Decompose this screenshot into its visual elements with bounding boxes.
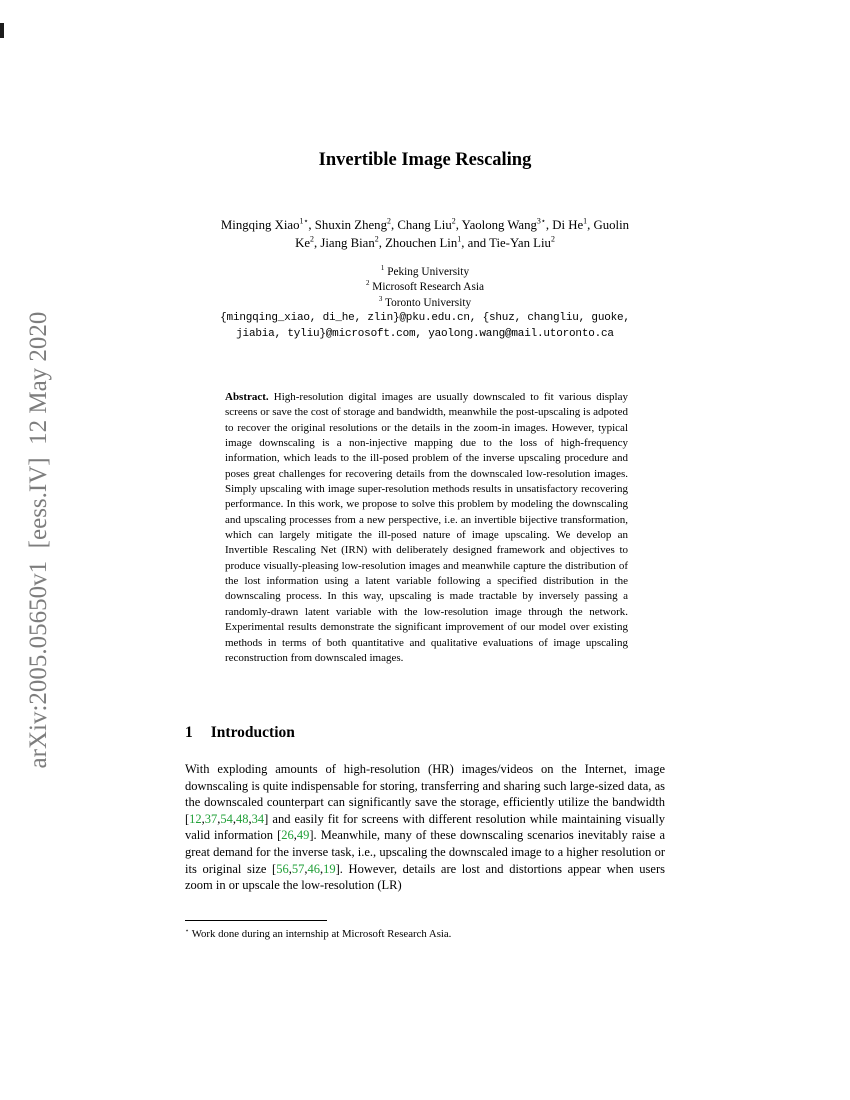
citation-link[interactable]: 12 xyxy=(189,811,202,826)
superscript: 2 xyxy=(310,234,314,244)
citation-link[interactable]: 46 xyxy=(307,861,320,876)
paper-content xyxy=(185,0,665,1100)
superscript: 2 xyxy=(386,216,391,226)
superscript: 3 xyxy=(378,295,383,304)
superscript: 2 xyxy=(550,234,555,244)
superscript: 1 xyxy=(380,264,385,273)
author-line: Mingqing Xiao$^{1⋆}$, Shuxin Zheng$^2$, Chang Liu$^2$, Yaolong Wang$^{3⋆}$, Di He$^1$, Guolin xyxy=(220,216,630,232)
superscript: 1 xyxy=(457,234,462,244)
paper-title: Invertible Image Rescaling xyxy=(318,150,532,170)
email-line: {mingqing_xiao, di_he, zlin}@pku.edu.cn, {shuz, changliu, guoke, xyxy=(220,312,630,324)
email-line: jiabia, tyliu}@microsoft.com, yaolong.wang@mail.utoronto.ca xyxy=(236,327,614,340)
citation-link[interactable]: 26 xyxy=(281,828,294,843)
affiliation-line: $^3$ Toronto University xyxy=(378,295,472,309)
section-number: 1 xyxy=(185,724,193,741)
citation-link[interactable]: 19 xyxy=(323,861,336,876)
email-block xyxy=(185,311,665,343)
arxiv-watermark: arXiv:2005.05650v1 [eess.IV] 12 May 2020 xyxy=(25,311,52,769)
superscript: ⋆ xyxy=(185,927,190,935)
superscript: 2 xyxy=(374,234,379,244)
citation-link[interactable]: 48 xyxy=(236,811,249,826)
intro-paragraph: With exploding amounts of high-resolution (HR) images/videos on the Internet, image downscaling is quite indispensable for storing, transferring and sharing such large-sized data, as the downscaled counterpart can significantly save the storage, efficiently utilize the bandwidth [12,37,54,48,34] and easily fit for screens with different resolution while maintaining visually valid information [26,49]. Meanwhile, many of these downscaling scenarios inevitably raise a great demand for the inverse task, i.e., upscaling the downscaled image to a higher resolution or its original size [56,57,46,19]. However, details are lost and distortions appear when users zoom in or upscale the low-resolution (LR) xyxy=(185,762,666,893)
citation-link[interactable]: 49 xyxy=(296,828,310,843)
citation-link[interactable]: 34 xyxy=(251,811,265,826)
superscript: 1⋆ xyxy=(299,216,309,226)
abstract: Abstract. High-resolution digital images are usually downscaled to fit various display screens or save the cost of storage and bandwidth, meanwhile the post-upscaling is adpoted to recover the original resolutions or the details in the zoom-in images. However, typical image downscaling is a non-injective mapping due to the loss of high-frequency information, which leads to the ill-posed problem of the inverse upscaling procedure and poses great challenges for recovering details from the downscaled low-resolution images. Simply upscaling with image super-resolution methods results in unsatisfactory recovering performance. In this work, we propose to solve this problem by modeling the downscaling and upscaling processes from a new perspective, i.e. an invertible bijective transformation, which can largely mitigate the ill-posed nature of image upscaling. We develop an Invertible Rescaling Net (IRN) with deliberately designed framework and objectives to produce visually-pleasing low-resolution images and meanwhile capture the distribution of the lost information using a latent variable following a specified distribution in the downscaling process. In this way, upscaling is made tractable by inversely passing a randomly-drawn latent variable with the low-resolution image through the network. Experimental results demonstrate the significant improvement of our model over existing methods in terms of both quantitative and qualitative evaluations of image upscaling reconstruction from downscaled images. xyxy=(225,391,628,664)
superscript: 2 xyxy=(365,279,370,288)
superscript: 2 xyxy=(451,216,456,226)
section-title: Introduction xyxy=(210,724,295,741)
author-list xyxy=(185,216,665,252)
affiliation-line: $^1$ Peking University xyxy=(380,264,470,278)
superscript: 1 xyxy=(583,216,588,226)
section-heading xyxy=(185,724,665,742)
scan-artifact xyxy=(0,23,4,38)
citation-link[interactable]: 37 xyxy=(204,811,218,826)
superscript: 3⋆ xyxy=(536,216,546,226)
citation-link[interactable]: 57 xyxy=(291,861,305,876)
citation-link[interactable]: 56 xyxy=(276,861,289,876)
affiliation-list xyxy=(185,265,665,311)
footnote-rule xyxy=(185,920,327,921)
footnote-text: ⋆ Work done during an internship at Microsoft Research Asia. xyxy=(185,927,452,940)
footnote xyxy=(185,920,665,940)
citation-link[interactable]: 54 xyxy=(220,811,233,826)
author-line: Ke$^2$, Jiang Bian$^2$, Zhouchen Lin$^1$, and Tie-Yan Liu$^2$ xyxy=(295,234,555,250)
bold-text: Abstract. xyxy=(225,391,269,403)
affiliation-line: $^2$ Microsoft Research Asia xyxy=(365,279,484,294)
